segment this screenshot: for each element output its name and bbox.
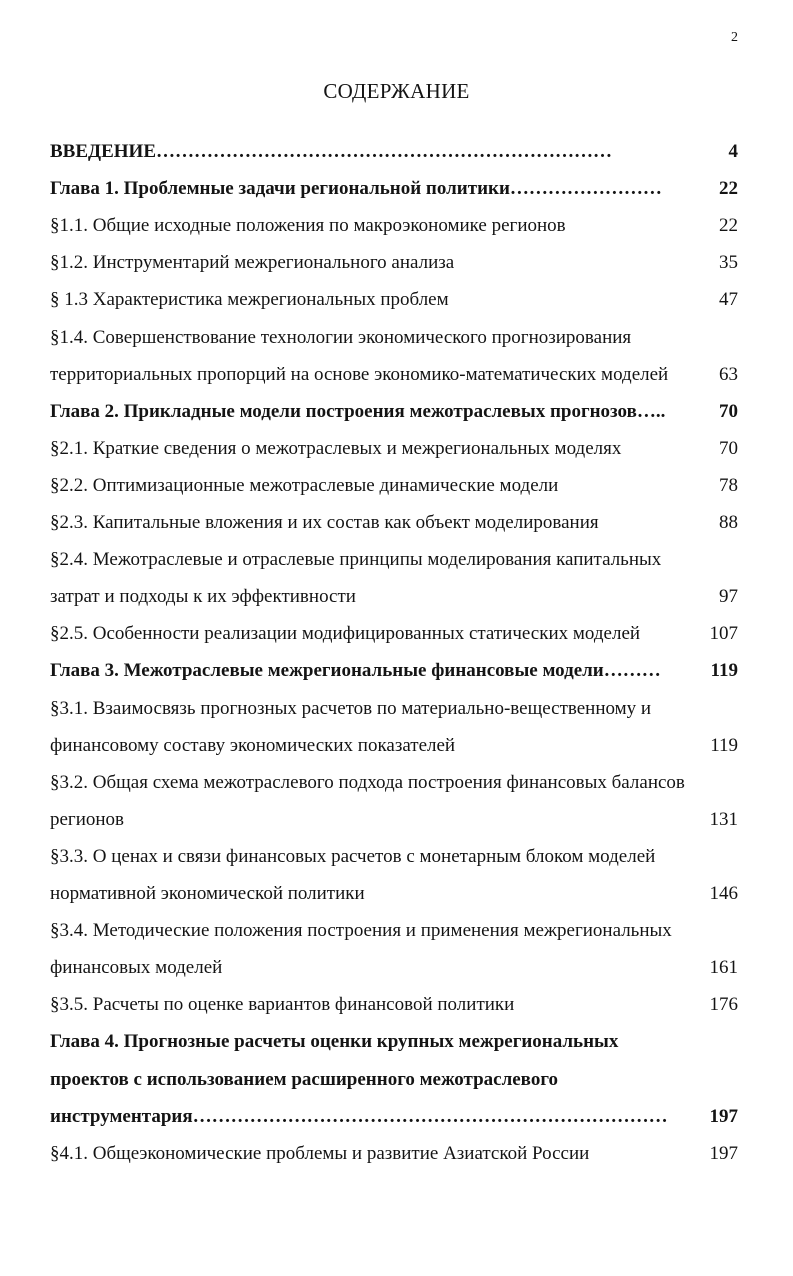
toc-entry-page: 146 <box>704 879 739 909</box>
toc-entry-page: 47 <box>713 285 738 315</box>
toc-entry-text: территориальных пропорций на основе экономико-математических моделей <box>50 363 669 385</box>
toc-entry-page: 107 <box>704 619 739 649</box>
toc-entry-page: 88 <box>713 508 738 538</box>
toc-entry-page: 161 <box>704 953 739 983</box>
toc-entry-text: §2.1. Краткие сведения о межотраслевых и межрегиональных моделях <box>50 437 622 459</box>
toc-section-line <box>50 434 738 464</box>
toc-section-line <box>50 842 738 872</box>
toc-entry-text: Глава 1. Проблемные задачи региональной политики…………………… <box>50 178 662 200</box>
toc-entry-text: §2.5. Особенности реализации модифицированных статических моделей <box>50 623 641 645</box>
toc-entry-page: 119 <box>704 731 738 761</box>
toc-entry-page: 119 <box>705 656 738 686</box>
toc-entry-page: 176 <box>704 990 739 1020</box>
toc-entry-page: 197 <box>704 1102 739 1132</box>
toc-section-line <box>50 211 738 241</box>
toc-entry-text: Глава 2. Прикладные модели построения межотраслевых прогнозов….. <box>50 400 666 422</box>
toc-entry-page: 197 <box>704 1139 739 1169</box>
toc-entry-text: проектов с использованием расширенного межотраслевого <box>50 1068 558 1090</box>
toc-entry-text: финансовому составу экономических показателей <box>50 734 456 756</box>
toc-section-line <box>50 916 738 946</box>
toc-entry-text: §4.1. Общеэкономические проблемы и развитие Азиатской России <box>50 1142 590 1164</box>
toc-section-line <box>50 285 738 315</box>
toc-section-line <box>50 731 738 761</box>
toc-entry-text: §2.2. Оптимизационные межотраслевые динамические модели <box>50 474 559 496</box>
toc-entry-text: §1.2. Инструментарий межрегионального анализа <box>50 252 455 274</box>
toc-section-line <box>50 545 738 575</box>
toc-section-line <box>50 248 738 278</box>
toc-entry-text: регионов <box>50 808 125 830</box>
toc-entry-text: затрат и подходы к их эффективности <box>50 586 356 608</box>
toc-section-line <box>50 879 738 909</box>
toc-entry-text: §3.1. Взаимосвязь прогнозных расчетов по материально-вещественному и <box>50 697 652 719</box>
toc-entry-text: ВВЕДЕНИЕ……………………………………………………………… <box>50 141 612 162</box>
toc-entry-page: 22 <box>713 174 738 204</box>
toc-chapter-line <box>50 1102 738 1132</box>
toc-section-line <box>50 1139 738 1169</box>
toc-entry-page: 4 <box>723 137 739 167</box>
toc-entry-text: финансовых моделей <box>50 957 223 979</box>
toc-section-line <box>50 805 738 835</box>
toc-entry-page: 70 <box>713 397 738 427</box>
page-number: 2 <box>731 30 738 45</box>
toc-entry-text: §2.3. Капитальные вложения и их состав как объект моделирования <box>50 512 599 533</box>
toc-chapter-line <box>50 174 738 204</box>
toc-entry-text: нормативной экономической политики <box>50 883 365 904</box>
toc-chapter-line <box>50 137 738 167</box>
toc-chapter-line <box>50 656 738 686</box>
toc-entry-page: 70 <box>713 434 738 464</box>
toc-section-line <box>50 953 738 983</box>
toc-entry-text: §2.4. Межотраслевые и отраслевые принципы моделирования капитальных <box>50 549 662 571</box>
toc-entry-text: §3.3. О ценах и связи финансовых расчетов с монетарным блоком моделей <box>50 845 656 867</box>
toc-entry-text: §3.2. Общая схема межотраслевого подхода построения финансовых балансов <box>50 771 685 793</box>
toc-chapter-line <box>50 397 738 427</box>
toc-entry-text: Глава 3. Межотраслевые межрегиональные финансовые модели……… <box>50 660 661 682</box>
toc-entry-page: 22 <box>713 211 738 241</box>
toc-section-line <box>50 990 738 1020</box>
toc-entry-text: §1.1. Общие исходные положения по макроэкономике регионов <box>50 215 566 237</box>
toc-entry-text: §3.5. Расчеты по оценке вариантов финансовой политики <box>50 994 515 1016</box>
toc-chapter-line <box>50 1065 738 1095</box>
toc-section-line <box>50 768 738 798</box>
toc-entry-text: §1.4. Совершенствование технологии экономического прогнозирования <box>50 326 632 348</box>
page-title: СОДЕРЖАНИЕ <box>323 79 470 103</box>
toc-section-line <box>50 323 738 353</box>
toc-chapter-line <box>50 1027 738 1057</box>
toc-entry-page: 131 <box>704 805 739 835</box>
toc-section-line <box>50 360 738 390</box>
toc-section-line <box>50 694 738 724</box>
toc-entry-text: § 1.3 Характеристика межрегиональных проблем <box>50 289 449 311</box>
toc-entry-page: 97 <box>713 582 738 612</box>
toc-section-line <box>50 582 738 612</box>
toc-section-line <box>50 508 738 538</box>
toc-entry-page: 35 <box>713 248 738 278</box>
toc-section-line <box>50 619 738 649</box>
toc-entry-text: §3.4. Методические положения построения и применения межрегиональных <box>50 920 672 942</box>
toc-entry-page: 63 <box>713 360 738 390</box>
toc-entry-text: инструментария………………………………………………………………… <box>50 1105 668 1127</box>
toc-section-line <box>50 471 738 501</box>
toc-entry-text: Глава 4. Прогнозные расчеты оценки крупных межрегиональных <box>50 1031 619 1053</box>
toc-entry-page: 78 <box>713 471 738 501</box>
